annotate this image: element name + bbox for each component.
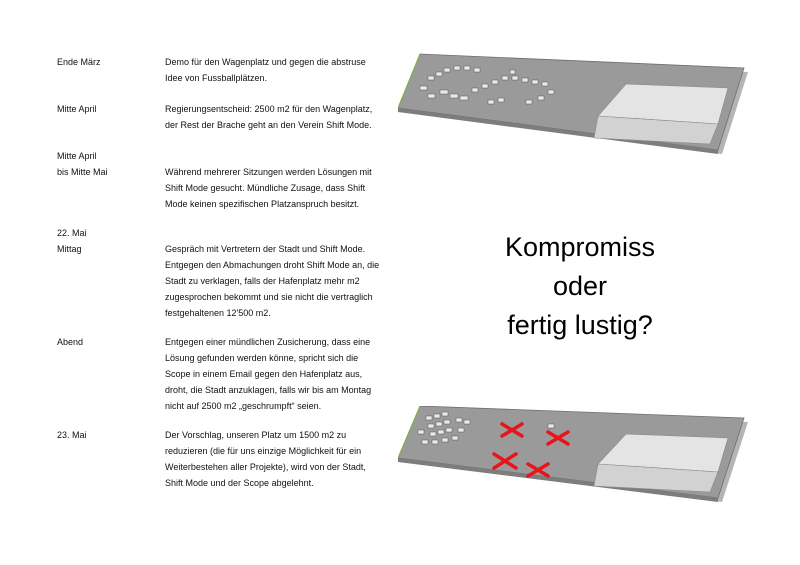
site-model-bottom [398,406,748,506]
date-mitte-april [57,101,97,117]
date-line: Mittag [57,244,82,254]
event-line: droht, die Stadt anzuklagen, falls wir bis am Montag [165,385,372,395]
event-text-2 [165,101,392,133]
date-line: Mitte April [57,151,97,161]
event-line: Der Vorschlag, unseren Platz um 1500 m2 zu [165,430,347,440]
event-text-5 [165,334,392,414]
event-line: reduzieren (die für uns einzige Möglichkeit für ein [165,446,362,456]
event-line: festgehaltenen 12'500 m2. [165,308,271,318]
date-22-mai [57,225,87,257]
date-line: bis Mitte Mai [57,167,108,177]
event-line: Weiterbestehen aller Projekte), wird von der Stadt, [165,462,366,472]
date-line: 23. Mai [57,430,87,440]
date-ende-maerz [57,54,101,70]
event-line: nicht auf 2500 m2 „geschrumpft“ seien. [165,401,322,411]
headline [470,228,690,345]
date-line: Ende März [57,57,101,67]
event-line: Während mehrerer Sitzungen werden Lösungen mit [165,167,372,177]
event-line: zugesprochen bekommt und sie nicht die vertraglich [165,292,373,302]
event-text-3 [165,164,392,212]
date-23-mai [57,427,87,443]
event-line: Stadt zu verklagen, falls der Hafenplatz mehr m2 [165,276,360,286]
event-text-4 [165,241,392,321]
event-line: Entgegen einer mündlichen Zusicherung, dass eine [165,337,371,347]
event-line: der Rest der Brache geht an den Verein Shift Mode. [165,120,372,130]
headline-line: fertig lustig? [507,310,653,340]
event-line: Shift Mode gesucht. Mündliche Zusage, dass Shift [165,183,366,193]
event-line: Lösung gefunden werden könne, spricht sich die [165,353,359,363]
event-line: Regierungsentscheid: 2500 m2 für den Wagenplatz, [165,104,373,114]
event-line: Demo für den Wagenplatz und gegen die abstruse [165,57,366,67]
date-mitte-april-mai [57,148,108,180]
headline-line: Kompromiss [504,232,656,262]
event-line: Idee von Fussballplätzen. [165,73,268,83]
event-text-1 [165,54,392,86]
event-line: Entgegen den Abmachungen droht Shift Mode an, die [165,260,380,270]
date-line: Abend [57,337,84,347]
site-model-top [398,46,748,158]
event-line: Gespräch mit Vertretern der Stadt und Shift Mode. [165,244,366,254]
event-line: Mode keinen spezifischen Platzanspruch besitzt. [165,199,360,209]
event-line: Shift Mode und der Scope abgelehnt. [165,478,314,488]
event-text-6 [165,427,392,491]
date-line: 22. Mai [57,228,87,238]
headline-line: oder [552,271,608,301]
event-line: Scope in einem Email gegen den Hafenplatz aus, [165,369,363,379]
date-abend [57,334,83,350]
date-line: Mitte April [57,104,97,114]
